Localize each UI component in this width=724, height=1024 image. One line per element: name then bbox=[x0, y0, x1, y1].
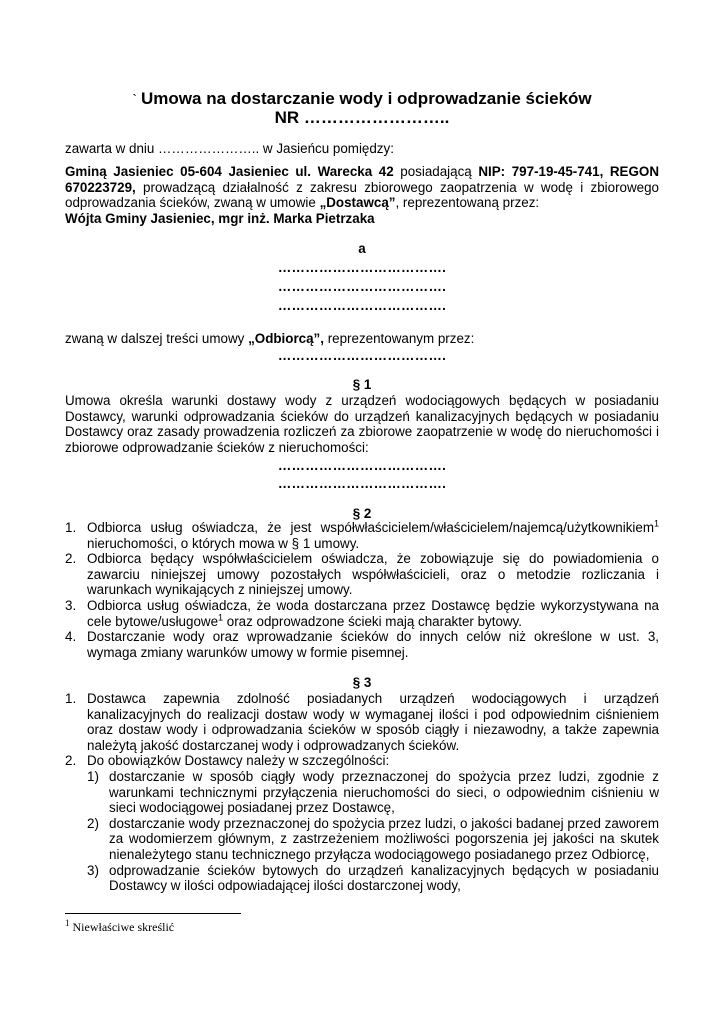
party1-text-2: prowadzącą działalność z zakresu zbiorowego zaopatrzenia w wodę i zbiorowego odprowadzania ścieków, zwaną w umowie bbox=[65, 179, 659, 211]
list-item bbox=[65, 598, 659, 629]
item-number: 4. bbox=[65, 629, 77, 645]
contract-number bbox=[0, 108, 724, 128]
section-2-heading: § 2 bbox=[352, 506, 372, 521]
list-item bbox=[65, 691, 659, 753]
footnote-separator bbox=[65, 913, 241, 914]
subitem-number: 3) bbox=[87, 862, 99, 878]
section-3-heading: § 3 bbox=[352, 675, 372, 690]
concluded-date-line: zawarta w dniu ………………….. w Jasieńcu pomiędzy: bbox=[65, 141, 394, 156]
blank-line-1: ………………………………. bbox=[277, 260, 447, 275]
blank-line-2: ………………………………. bbox=[277, 279, 447, 294]
list-item bbox=[65, 520, 659, 551]
party1-role: „Dostawcą” bbox=[319, 195, 396, 211]
stray-backtick: ` bbox=[132, 91, 138, 107]
footnote-text: Niewłaściwe skreślić bbox=[69, 920, 175, 934]
section-1-heading: § 1 bbox=[352, 377, 372, 392]
party2-text-1: zwaną w dalszej treści umowy bbox=[65, 331, 249, 346]
duties-sublist bbox=[87, 769, 659, 894]
item-text: Odbiorca usług oświadcza, że jest współwłaścicielem/właścicielem/najemcą/użytkownikiem bbox=[87, 520, 654, 535]
party1-representative: Wójta Gminy Jasieniec, mgr inż. Marka Pietrzaka bbox=[65, 210, 375, 226]
item-text: Dostawca zapewnia zdolność posiadanych urządzeń wodociągowych i urządzeń kanalizacyjnych do realizacji dostaw wody w wymaganej ilości i pod odpowiednim ciśnieniem oraz dostaw wody i odprowadzania ścieków w sposób ciągły i niezawodny, a także zapewnia należytą jakość dostarczanej wody i odprowadzanych ścieków. bbox=[87, 691, 659, 753]
list-item bbox=[65, 629, 659, 660]
item-text-cont: nieruchomości, o których mowa w § 1 umowy. bbox=[87, 535, 360, 551]
party1-text-3: , reprezentowaną przez: bbox=[395, 195, 540, 211]
party1-nip-regon: NIP: 797-19-45-741, REGON 670223729, bbox=[65, 164, 659, 195]
subitem-number: 2) bbox=[87, 815, 99, 831]
property-blank-2: ………………………………. bbox=[277, 476, 447, 491]
property-blank-1: ………………………………. bbox=[277, 458, 447, 473]
party1-paragraph bbox=[65, 164, 659, 226]
sublist-item bbox=[87, 863, 659, 894]
item-number: 2. bbox=[65, 551, 77, 567]
section-1-text: Umowa określa warunki dostawy wody z urządzeń wodociągowych będących w posiadaniu Dostawcy, warunki odprowadzania ścieków do urządzeń kanalizacyjnych będących w posiadaniu Dostawcy oraz zasady prowadzenia rozliczeń za zbiorowe zaopatrzenie w wodę do nieruchomości i zbiorowe odprowadzanie ścieków z nieruchomości: bbox=[65, 393, 659, 455]
footnote-ref: 1 bbox=[218, 612, 224, 623]
conjunction-a: a bbox=[358, 241, 366, 256]
blank-line-3: ………………………………. bbox=[277, 298, 447, 313]
title-line-2: NR …………………….. bbox=[274, 108, 450, 127]
list-item bbox=[65, 551, 659, 598]
item-number: 3. bbox=[65, 597, 77, 613]
subitem-text: dostarczanie wody przeznaczonej do spożycia przez ludzi, o jakości badanej przed zaworem za wodomierzem głównym, z zastrzeżeniem możliwości pogorszenia jej jakości na skutek nienależytego stanu technicznego przyłącza wodociągowego posiadanego przez Odbiorcę, bbox=[109, 815, 659, 862]
party1-text-1: posiadającą bbox=[393, 164, 479, 179]
list-item bbox=[65, 753, 659, 893]
subitem-number: 1) bbox=[87, 768, 99, 784]
item-text: Dostarczanie wody oraz wprowadzanie ścieków do innych celów niż określone w ust. 3, wymaga zmiany warunków umowy w formie pisemnej. bbox=[87, 629, 659, 660]
sublist-item bbox=[87, 769, 659, 816]
sublist-item bbox=[87, 816, 659, 863]
party2-text-2: reprezentowanym przez: bbox=[323, 331, 475, 346]
title-line-1: Umowa na dostarczanie wody i odprowadzanie ścieków bbox=[141, 89, 592, 108]
subitem-text: odprowadzanie ścieków bytowych do urządzeń kanalizacyjnych będących w posiadaniu Dostawcy w ilości odpowiadającej ilości dostarczonej wody, bbox=[109, 862, 659, 894]
party2-role: „Odbiorcą”, bbox=[248, 331, 324, 346]
item-number: 1. bbox=[65, 520, 77, 535]
footnote bbox=[65, 920, 174, 936]
party2-line bbox=[65, 331, 659, 347]
footnote-mark: 1 bbox=[65, 918, 70, 928]
section-2-list bbox=[65, 520, 659, 660]
item-number: 2. bbox=[65, 753, 77, 769]
item-text-cont: oraz odprowadzone ścieki mają charakter bytowy. bbox=[223, 613, 522, 629]
footnote-ref: 1 bbox=[653, 518, 659, 529]
item-text: Odbiorca usług oświadcza, że woda dostarczana przez Dostawcę będzie wykorzystywana na cele bytowe/usługowe bbox=[87, 597, 659, 629]
document-title bbox=[0, 89, 724, 109]
subitem-text: dostarczanie w sposób ciągły wody przeznaczonej do spożycia przez ludzi, zgodnie z warunkami technicznymi przyłączenia nieruchomości do sieci, o odpowiednim ciśnieniu w sieci wodociągowej posiadanej przez Dostawcę, bbox=[109, 768, 659, 816]
item-text: Do obowiązków Dostawcy należy w szczególności: bbox=[87, 753, 390, 769]
representative-blank: ………………………………. bbox=[277, 348, 447, 363]
section-3-list bbox=[65, 691, 659, 894]
party1-name: Gminą Jasieniec 05-604 Jasieniec ul. Warecka 42 bbox=[65, 164, 394, 179]
item-text: Odbiorca będący współwłaścicielem oświadcza, że zobowiązuje się do powiadomienia o zawarciu niniejszej umowy pozostałych współwłaścicieli, oraz o metodzie rozliczania i warunkach wynikających z niniejszej umowy. bbox=[87, 551, 659, 598]
item-number: 1. bbox=[65, 691, 77, 706]
